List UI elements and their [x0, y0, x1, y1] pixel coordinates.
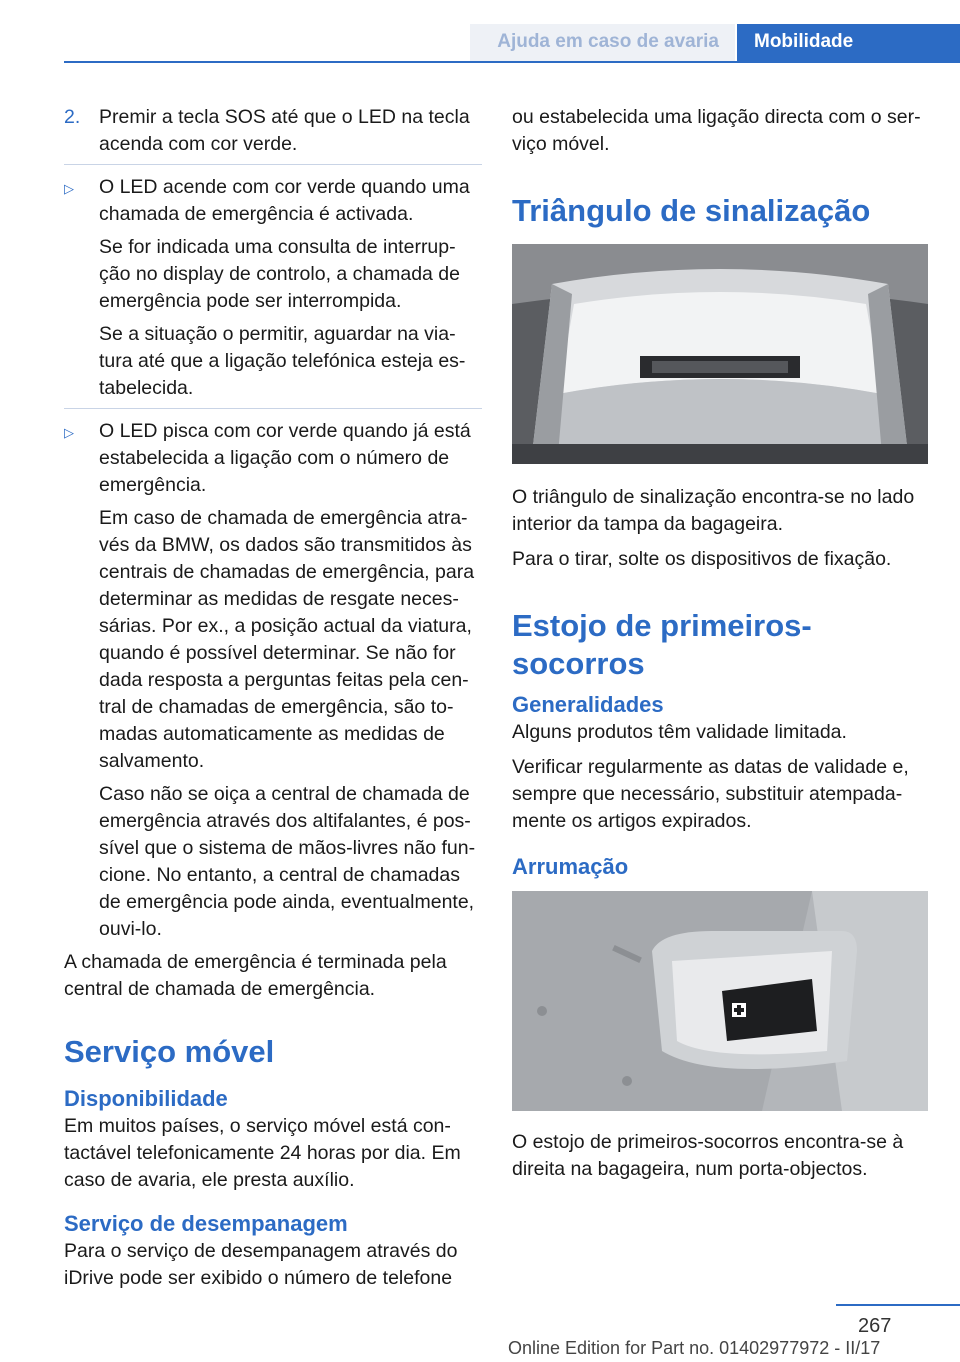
page-header — [0, 0, 960, 62]
triangle-bullet-icon: ▷ — [64, 181, 74, 196]
bullet-subtext: Se a situação o permitir, aguardar na via-tura até que a ligação telefónica esteja es-tabelecida. — [99, 323, 466, 399]
step-text: Premir a tecla SOS até que o LED na tecla acenda com cor verde. — [99, 106, 470, 155]
heading-generalidades: Generalidades — [512, 692, 664, 717]
divider — [64, 408, 482, 409]
footer-rule — [836, 1304, 960, 1306]
bullet-subtext: Caso não se oiça a central de chamada de emergência através dos altifalantes, é pos-sível que o sistema de mãos-livres não fun-cione. No entanto, a central de chamadas de emergência pode ainda, eventualmente, ouvi-lo. — [99, 783, 476, 940]
paragraph: O triângulo de sinalização encontra-se no lado interior da tampa da bagageira. — [512, 486, 915, 535]
heading-disponibilidade: Disponibilidade — [64, 1086, 228, 1111]
paragraph: Para o tirar, solte os dispositivos de fixação. — [512, 548, 892, 570]
page-number: 267 — [858, 1315, 892, 1337]
warning-triangle-photo — [512, 244, 928, 464]
paragraph: Alguns produtos têm validade limitada. — [512, 721, 847, 743]
paragraph: A chamada de emergência é terminada pela central de chamada de emergência. — [64, 951, 447, 1000]
heading-arrumacao: Arrumação — [512, 854, 629, 879]
header-chapter-title: Mobilidade — [754, 31, 854, 52]
triangle-bullet-icon: ▷ — [64, 425, 74, 440]
bullet-text: O LED pisca com cor verde quando já está estabelecida a ligação com o número de emergência. — [99, 420, 471, 496]
edition-note: Online Edition for Part no. 01402977972 - II/17 — [508, 1338, 881, 1358]
header-section-tab — [470, 24, 735, 62]
bullet-led-blink — [64, 418, 482, 499]
first-aid-kit-photo — [512, 891, 928, 1111]
bullet-subtext: Se for indicada uma consulta de interrup-ção no display de controlo, a chamada de emergência pode ser interrompida. — [99, 236, 460, 312]
step-number: 2. — [64, 106, 81, 128]
paragraph: O estojo de primeiros-socorros encontra-se à direita na bagageira, num porta-objectos. — [512, 1131, 904, 1180]
right-column — [512, 104, 932, 1191]
heading-servico-movel: Serviço móvel — [64, 1034, 275, 1069]
divider — [64, 164, 482, 165]
bullet-subtext: Em caso de chamada de emergência atra-vés da BMW, os dados são transmitidos às centrais de chamadas de emergência, para determinar as medidas de resgate neces-sárias. Por ex., a posição actual da viatura, quando é possível determinar. Se não for dada resposta a perguntas feitas pela cen-tral de chamadas de emergência, são to-madas automaticamente as medidas de salvamento. — [99, 507, 475, 772]
bullet-led-green — [64, 174, 482, 228]
step-2 — [64, 104, 482, 158]
heading-desempanagem: Serviço de desempanagem — [64, 1211, 348, 1236]
left-column — [64, 104, 482, 1300]
heading-estojo: Estojo de primeiros-socorros — [512, 608, 812, 681]
paragraph: Em muitos países, o serviço móvel está con-tactável telefonicamente 24 horas por dia. Em caso de avaria, ele presta auxílio. — [64, 1115, 461, 1191]
paragraph: Verificar regularmente as datas de validade e, sempre que necessário, substituir atempada-mente os artigos expirados. — [512, 756, 909, 832]
heading-triangulo: Triângulo de sinalização — [512, 193, 871, 228]
header-section-title: Ajuda em caso de avaria — [497, 31, 719, 52]
header-chapter-tab — [737, 24, 960, 62]
header-rule — [64, 61, 960, 63]
paragraph: ou estabelecida uma ligação directa com o ser-viço móvel. — [512, 106, 921, 155]
paragraph: Para o serviço de desempanagem através do iDrive pode ser exibido o número de telefone — [64, 1240, 458, 1289]
bullet-text: O LED acende com cor verde quando uma chamada de emergência é activada. — [99, 176, 470, 225]
